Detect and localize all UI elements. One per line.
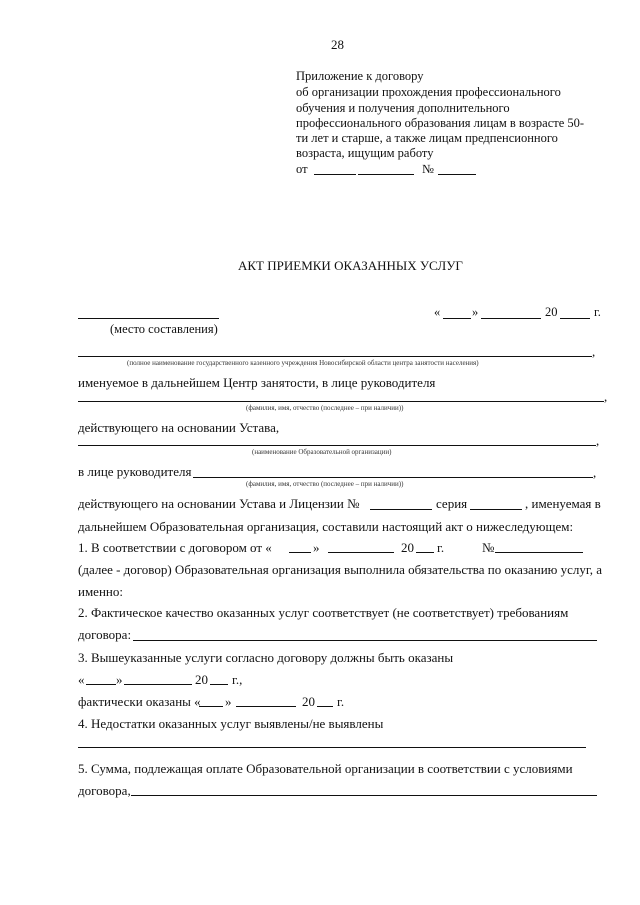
org-basis-text: действующего на основании Устава и Лицензии № xyxy=(78,496,360,511)
item1-year: 20 xyxy=(401,540,414,555)
named-as-text: , именуемая в xyxy=(525,496,601,511)
item3-actual-label: фактически оказаны « xyxy=(78,694,201,709)
org-name-caption: (наименование Образовательной организации) xyxy=(252,448,392,456)
org-head-label: в лице руководителя xyxy=(78,464,192,479)
item1-start: 1. В соответствии с договором от « xyxy=(78,540,272,555)
item3-quote-close: » xyxy=(116,672,123,687)
item5-blank[interactable] xyxy=(131,795,597,796)
item5-line2: договора, xyxy=(78,783,131,798)
center-head-blank[interactable] xyxy=(78,401,604,402)
appendix-date-blank-2[interactable] xyxy=(358,174,414,175)
comma: , xyxy=(592,344,596,359)
center-name-caption: (полное наименование государственного казенного учреждения Новосибирской области центра занятости населения) xyxy=(127,359,479,367)
item1-day-blank[interactable] xyxy=(289,552,311,553)
date-close-quote: » xyxy=(472,305,479,319)
center-head-caption: (фамилия, имя, отчество (последнее – при наличии)) xyxy=(246,404,404,412)
item5-line1: 5. Сумма, подлежащая оплате Образовательной организации в соответствии с условиями xyxy=(78,761,573,776)
item1-quote-close: » xyxy=(313,540,320,555)
place-blank[interactable] xyxy=(78,318,219,319)
date-year-blank[interactable] xyxy=(560,318,590,319)
item3-year: 20 xyxy=(195,672,208,687)
date-year-suffix: г. xyxy=(594,305,601,319)
item3-actual-year-blank[interactable] xyxy=(317,706,333,707)
item3-quote-open: « xyxy=(78,672,85,687)
date-open-quote: « xyxy=(434,305,441,319)
center-basis-text: действующего на основании Устава, xyxy=(78,420,280,435)
item3-month-blank[interactable] xyxy=(124,684,192,685)
item3-day-blank[interactable] xyxy=(86,684,116,685)
license-number-blank[interactable] xyxy=(370,509,432,510)
comma: , xyxy=(604,389,608,404)
comma: , xyxy=(593,465,597,480)
item3-actual-g: г. xyxy=(337,694,345,709)
date-month-blank[interactable] xyxy=(481,318,541,319)
item2-line1: 2. Фактическое качество оказанных услуг соответствует (не соответствует) требованиям xyxy=(78,605,569,620)
item4-blank[interactable] xyxy=(78,747,586,748)
page-number: 28 xyxy=(331,37,344,52)
item1-year-blank[interactable] xyxy=(416,552,434,553)
item1-number-blank[interactable] xyxy=(495,552,583,553)
item3-actual-day-blank[interactable] xyxy=(199,706,223,707)
item1-g: г. xyxy=(437,540,445,555)
item3-actual-quote-close: » xyxy=(225,694,232,709)
appendix-number-blank[interactable] xyxy=(438,174,476,175)
item1-number-label: № xyxy=(482,540,495,555)
item1-line2: (далее - договор) Образовательная организация выполнила обязательства по оказанию услуг, а xyxy=(78,562,603,577)
center-name-blank[interactable] xyxy=(78,356,592,357)
appendix-line: возраста, ищущим работу xyxy=(296,146,434,160)
item3-line1: 3. Вышеуказанные услуги согласно договору должны быть оказаны xyxy=(78,650,454,665)
date-day-blank[interactable] xyxy=(443,318,471,319)
appendix-number-label: № xyxy=(422,162,434,176)
item2-line2: договора: xyxy=(78,627,132,642)
org-name-blank[interactable] xyxy=(78,445,596,446)
document-title: АКТ ПРИЕМКИ ОКАЗАННЫХ УСЛУГ xyxy=(238,258,463,273)
item4-text: 4. Недостатки оказанных услуг выявлены/не выявлены xyxy=(78,716,384,731)
item3-g: г., xyxy=(232,672,243,687)
item3-year-blank[interactable] xyxy=(210,684,228,685)
org-head-blank[interactable] xyxy=(193,477,593,478)
comma: , xyxy=(596,433,600,448)
item3-actual-month-blank[interactable] xyxy=(236,706,296,707)
item3-actual-year: 20 xyxy=(302,694,315,709)
appendix-line: ти лет и старше, а также лицам предпенсионного xyxy=(296,131,558,145)
item2-blank[interactable] xyxy=(133,640,597,641)
series-label: серия xyxy=(436,496,468,511)
appendix-line: об организации прохождения профессионального xyxy=(296,85,561,99)
date-year-prefix: 20 xyxy=(545,305,558,319)
appendix-date-blank[interactable] xyxy=(314,174,356,175)
appendix-line: обучения и получения дополнительного xyxy=(296,101,510,115)
org-basis-line2: дальнейшем Образовательная организация, составили настоящий акт о нижеследующем: xyxy=(78,519,574,534)
center-named-text: именуемое в дальнейшем Центр занятости, в лице руководителя xyxy=(78,375,436,390)
appendix-from-label: от xyxy=(296,162,308,176)
item1-line3: именно: xyxy=(78,584,123,599)
item1-month-blank[interactable] xyxy=(328,552,394,553)
license-series-blank[interactable] xyxy=(470,509,522,510)
appendix-line: профессионального образования лицам в возрасте 50- xyxy=(296,116,585,130)
appendix-line: Приложение к договору xyxy=(296,69,424,83)
place-caption: (место составления) xyxy=(110,322,218,336)
org-head-caption: (фамилия, имя, отчество (последнее – при наличии)) xyxy=(246,480,404,488)
